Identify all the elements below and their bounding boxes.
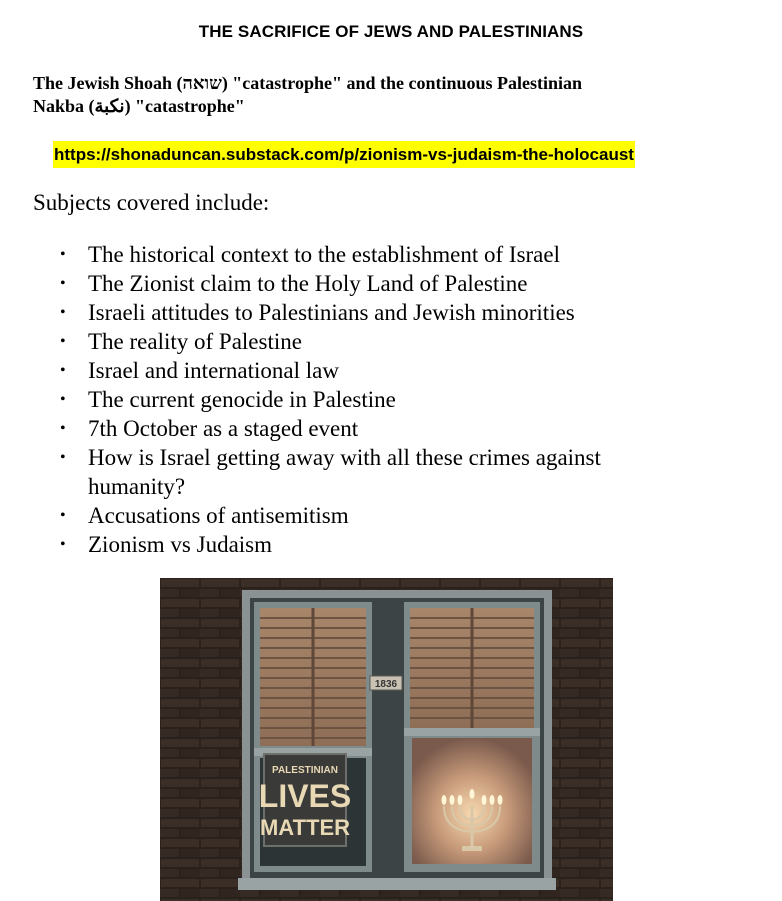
list-item-text: Zionism vs Judaism (88, 532, 273, 557)
window-photo-illustration (160, 578, 613, 901)
bullet-icon: • (60, 246, 66, 263)
list-item-text: Israeli attitudes to Palestinians and Jewish minorities (88, 300, 575, 325)
list-item (60, 298, 700, 327)
list-item (60, 501, 700, 530)
list-item-text: The current genocide in Palestine (88, 387, 396, 412)
document-title: THE SACRIFICE OF JEWS AND PALESTINIANS (198, 22, 584, 41)
sign-line-1: PALESTINIAN (272, 765, 338, 776)
subtitle-line-1: The Jewish Shoah (שואה) "catastrophe" and the continuous Palestinian (33, 73, 583, 93)
list-item (60, 443, 700, 501)
bullet-icon: • (60, 304, 66, 321)
list-item-text: The historical context to the establishment of Israel (88, 242, 560, 267)
bullet-icon: • (60, 362, 66, 379)
sign-line-3: MATTER (259, 815, 351, 840)
list-item (60, 240, 700, 269)
list-item-text: The reality of Palestine (88, 329, 302, 354)
subjects-intro: Subjects covered include: (33, 190, 270, 215)
list-item (60, 327, 700, 356)
list-item-text: Accusations of antisemitism (88, 503, 349, 528)
window-sill (238, 878, 556, 890)
list-item (60, 414, 700, 443)
window-photo (160, 578, 613, 901)
house-number: 1836 (374, 679, 398, 690)
bullet-icon: • (60, 391, 66, 408)
bullet-icon: • (60, 333, 66, 350)
list-item-text: The Zionist claim to the Holy Land of Palestine (88, 271, 528, 296)
link-container (53, 141, 635, 168)
bullet-icon: • (60, 507, 66, 524)
bullet-icon: • (60, 449, 66, 466)
substack-link[interactable]: https://shonaduncan.substack.com/p/zionism-vs-judaism-the-holocaust (53, 141, 635, 168)
list-item-text: Israel and international law (88, 358, 339, 383)
bullet-icon: • (60, 275, 66, 292)
subtitle-line-2: Nakba (نكبة) "catastrophe" (33, 96, 245, 116)
list-item-text: How is Israel getting away with all these crimes against humanity? (88, 445, 601, 499)
bullet-icon: • (60, 536, 66, 553)
list-item (60, 530, 700, 559)
list-item (60, 269, 700, 298)
subjects-list (60, 240, 700, 559)
list-item-text: 7th October as a staged event (88, 416, 359, 441)
document-subtitle (33, 72, 733, 118)
list-item (60, 356, 700, 385)
bullet-icon: • (60, 420, 66, 437)
list-item (60, 385, 700, 414)
sign-line-2: LIVES (258, 778, 352, 814)
